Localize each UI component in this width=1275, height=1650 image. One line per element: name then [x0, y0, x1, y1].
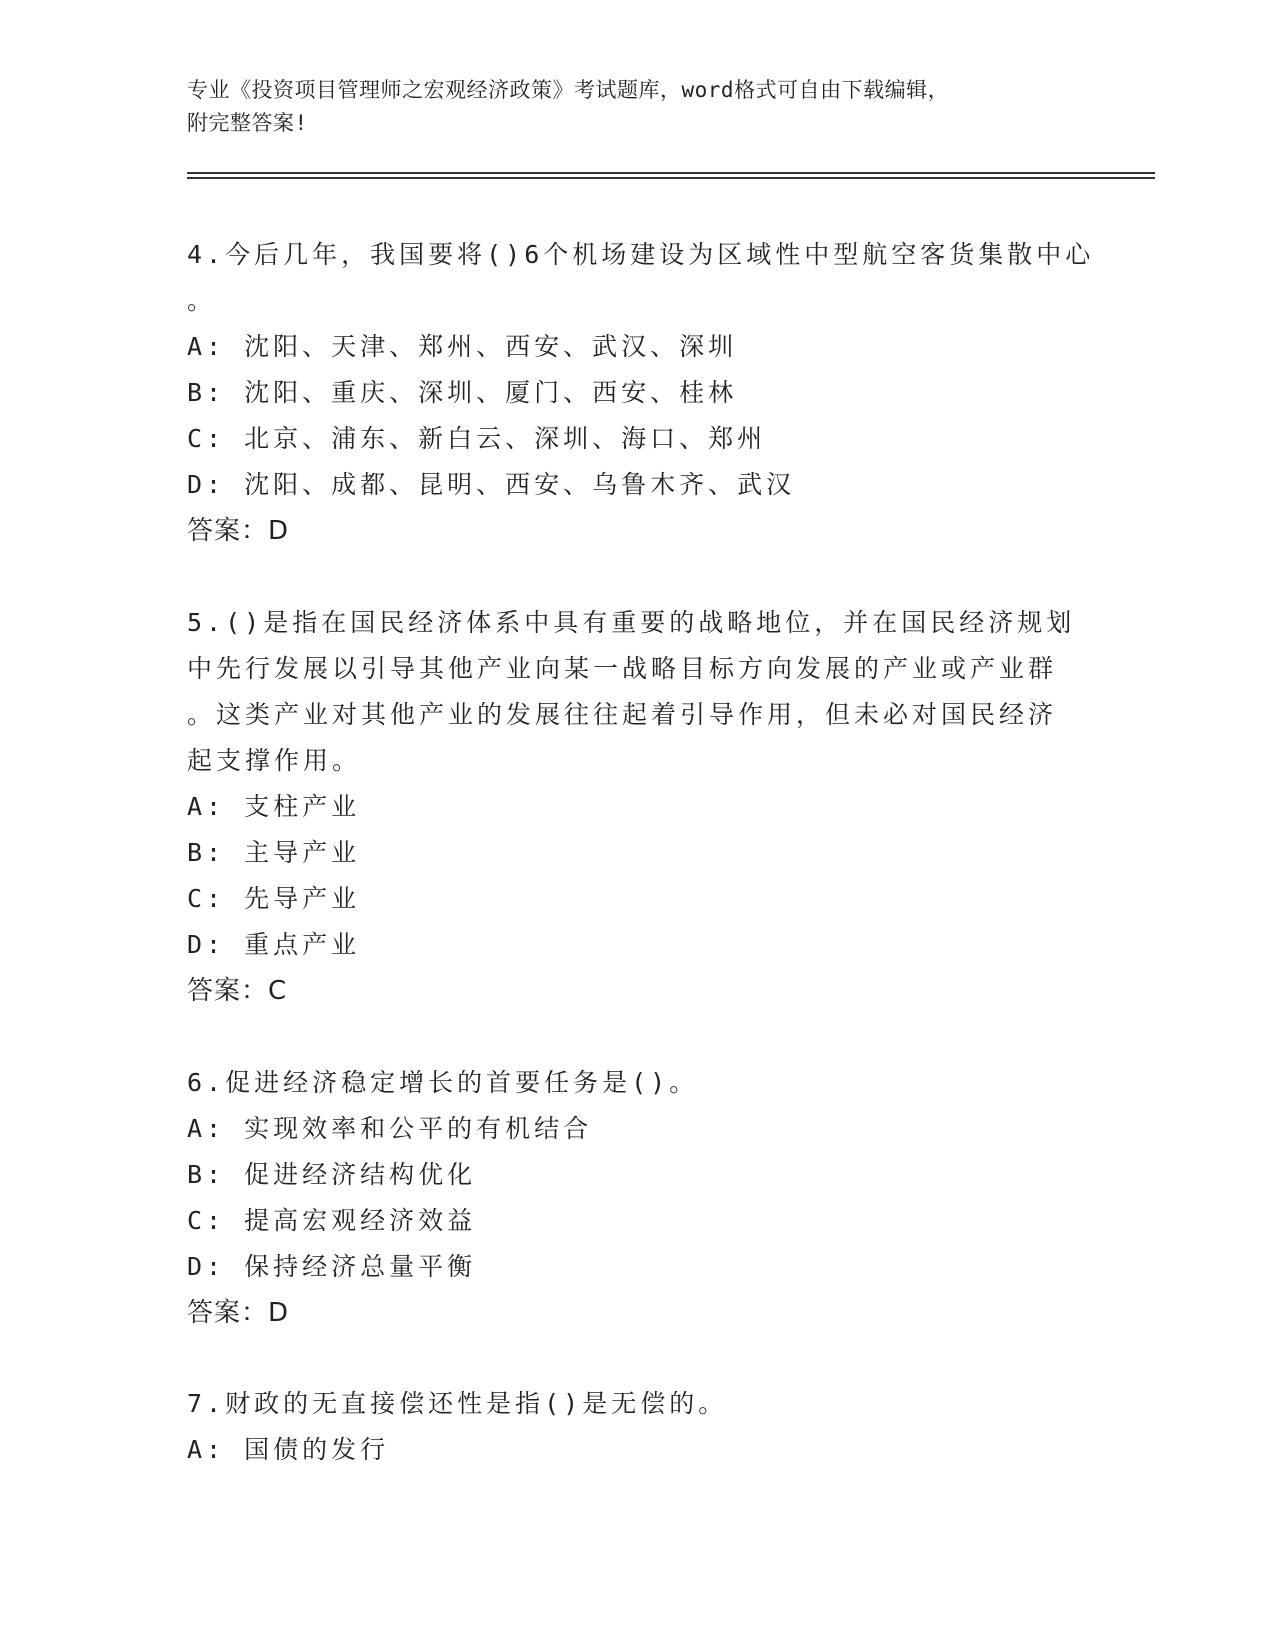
question-text-line: 。: [187, 286, 217, 315]
option-a: A: 支柱产业: [187, 792, 361, 821]
option-d: D: 重点产业: [187, 930, 361, 959]
answer: 答案：C: [187, 976, 288, 1006]
header-divider-top: [187, 172, 1155, 174]
question-5: [187, 600, 1087, 1014]
answer: 答案：D: [187, 1298, 290, 1328]
option-c: C: 提高宏观经济效益: [187, 1206, 477, 1235]
option-d: D: 沈阳、成都、昆明、西安、乌鲁木齐、武汉: [187, 470, 796, 499]
option-c: C: 北京、浦东、新白云、深圳、海口、郑州: [187, 424, 767, 453]
question-text-line: 起支撑作用。: [187, 746, 362, 775]
option-c: C: 先导产业: [187, 884, 361, 913]
question-text-line: 6.促进经济稳定增长的首要任务是()。: [187, 1068, 699, 1097]
question-text-line: 。这类产业对其他产业的发展往往起着引导作用，但未必对国民经济: [187, 700, 1058, 729]
option-a: A: 实现效率和公平的有机结合: [187, 1114, 593, 1143]
question-text-line: 7.财政的无直接偿还性是指()是无偿的。: [187, 1389, 728, 1418]
option-b: B: 主导产业: [187, 838, 361, 867]
option-a: A: 国债的发行: [187, 1435, 390, 1464]
answer: 答案：D: [187, 516, 290, 546]
question-text-line: 4.今后几年，我国要将()6个机场建设为区域性中型航空客货集散中心: [187, 240, 1095, 269]
document-header: [187, 74, 1087, 140]
header-line-2: 附完整答案!: [187, 111, 308, 135]
question-7: [187, 1381, 1087, 1473]
question-text-line: 5.()是指在国民经济体系中具有重要的战略地位，并在国民经济规划: [187, 608, 1076, 637]
option-b: B: 促进经济结构优化: [187, 1160, 477, 1189]
option-b: B: 沈阳、重庆、深圳、厦门、西安、桂林: [187, 378, 738, 407]
option-a: A: 沈阳、天津、郑州、西安、武汉、深圳: [187, 332, 738, 361]
header-divider-bottom: [187, 177, 1155, 179]
question-4: [187, 232, 1095, 554]
header-line-1: 专业《投资项目管理师之宏观经济政策》考试题库，word格式可自由下载编辑，: [187, 78, 950, 102]
question-6: [187, 1060, 1087, 1336]
option-d: D: 保持经济总量平衡: [187, 1252, 477, 1281]
question-text-line: 中先行发展以引导其他产业向某一战略目标方向发展的产业或产业群: [187, 654, 1058, 683]
